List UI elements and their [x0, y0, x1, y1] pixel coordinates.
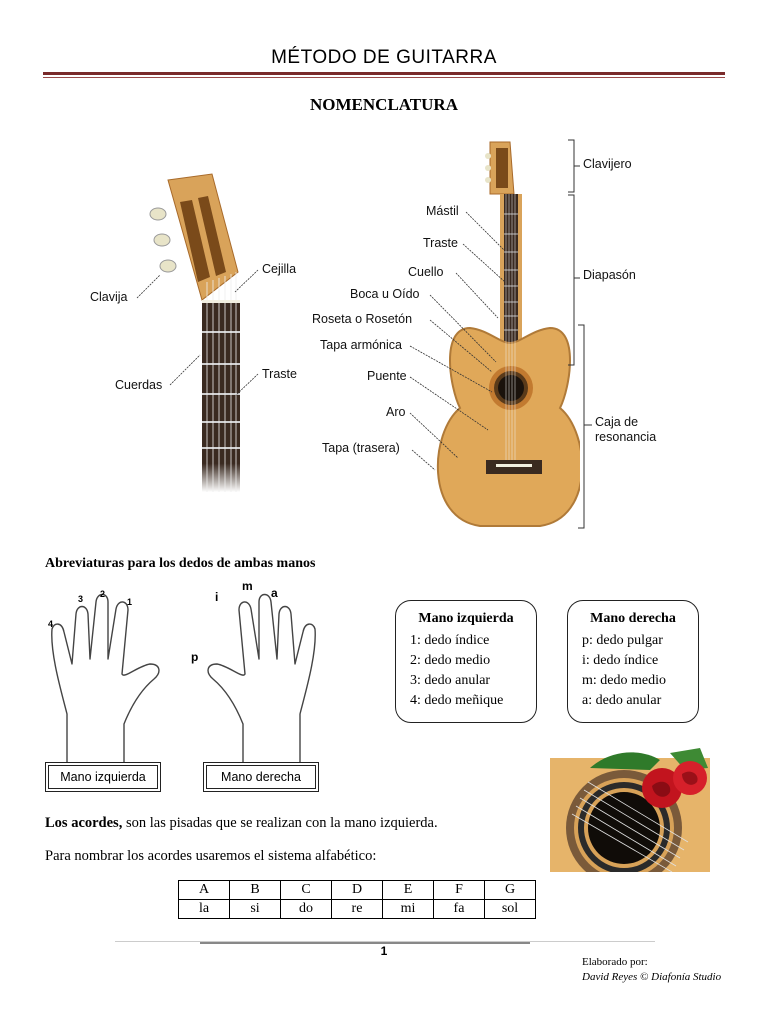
note-name: sol: [485, 900, 536, 919]
note-letter: C: [281, 881, 332, 900]
note-letter: B: [230, 881, 281, 900]
fingers-heading: Abreviaturas para los dedos de ambas manos: [45, 556, 316, 571]
note-name: la: [179, 900, 230, 919]
label-mastil: Mástil: [426, 204, 459, 218]
notes-table: [178, 880, 536, 919]
label-clavijero: Clavijero: [583, 157, 632, 171]
left-hand-item: 4: dedo meñique: [410, 693, 504, 708]
label-roseta: Roseta o Rosetón: [312, 312, 413, 326]
notes-name-row: [179, 900, 536, 919]
label-traste-headstock: Traste: [262, 367, 297, 381]
label-cejilla: Cejilla: [262, 262, 297, 276]
page-header-title: MÉTODO DE GUITARRA: [271, 47, 497, 68]
note-name: re: [332, 900, 383, 919]
right-hand-box-title: Mano derecha: [590, 611, 676, 626]
note-name: mi: [383, 900, 434, 919]
finger-num-3: 3: [78, 594, 84, 604]
note-name: fa: [434, 900, 485, 919]
credit-line-2: David Reyes © Diafonía Studio: [582, 971, 722, 983]
label-caja-line1: Caja de: [595, 415, 639, 429]
right-hand-item: m: dedo medio: [582, 673, 666, 688]
label-diapason: Diapasón: [583, 268, 636, 282]
chords-definition: [45, 815, 438, 832]
label-tapa-trasera: Tapa (trasera): [322, 441, 400, 455]
label-boca: Boca u Oído: [350, 287, 420, 301]
finger-letter-i: i: [215, 590, 219, 604]
note-letter: F: [434, 881, 485, 900]
finger-letter-m: m: [242, 579, 253, 593]
right-hand-item: p: dedo pulgar: [582, 633, 663, 648]
finger-letter-a: a: [271, 586, 278, 600]
label-cuello: Cuello: [408, 265, 444, 279]
label-caja-line2: resonancia: [595, 430, 657, 444]
chords-system-sentence: Para nombrar los acordes usaremos el sistema alfabético:: [45, 848, 377, 864]
label-puente: Puente: [367, 369, 407, 383]
credit-line-1: Elaborado por:: [582, 956, 648, 968]
left-hand-box: [395, 600, 537, 723]
label-traste-guitar: Traste: [423, 236, 458, 250]
label-cuerdas: Cuerdas: [115, 378, 163, 392]
right-hand-item: i: dedo índice: [582, 653, 659, 668]
right-hand-caption-text: Mano derecha: [206, 765, 316, 789]
page-number: 1: [380, 944, 388, 958]
chords-sentence-rest: son las pisadas que se realizan con la mano izquierda.: [122, 815, 438, 831]
rose-guitar-photo: [550, 748, 710, 872]
left-hand-item: 3: dedo anular: [410, 673, 491, 688]
note-name: si: [230, 900, 281, 919]
label-clavija: Clavija: [90, 290, 128, 304]
note-letter: D: [332, 881, 383, 900]
finger-num-4: 4: [48, 619, 54, 629]
finger-num-1: 1: [127, 597, 133, 607]
left-hand-box-title: Mano izquierda: [418, 611, 514, 626]
left-hand-caption: [45, 762, 161, 792]
note-letter: G: [485, 881, 536, 900]
note-letter: A: [179, 881, 230, 900]
notes-letter-row: [179, 881, 536, 900]
finger-num-2: 2: [100, 589, 106, 599]
right-hand-item: a: dedo anular: [582, 693, 662, 708]
note-name: do: [281, 900, 332, 919]
chords-bold-lead: Los acordes,: [45, 815, 123, 831]
hands-illustration: [42, 584, 322, 762]
note-letter: E: [383, 881, 434, 900]
label-tapa-armonica: Tapa armónica: [320, 338, 402, 352]
right-hand-box: [567, 600, 699, 723]
finger-letter-p: p: [191, 650, 199, 664]
left-hand-item: 1: dedo índice: [410, 633, 490, 648]
label-aro: Aro: [386, 405, 406, 419]
right-hand-caption: [203, 762, 319, 792]
left-hand-caption-text: Mano izquierda: [48, 765, 158, 789]
section-title: NOMENCLATURA: [310, 95, 458, 114]
left-hand-item: 2: dedo medio: [410, 653, 491, 668]
